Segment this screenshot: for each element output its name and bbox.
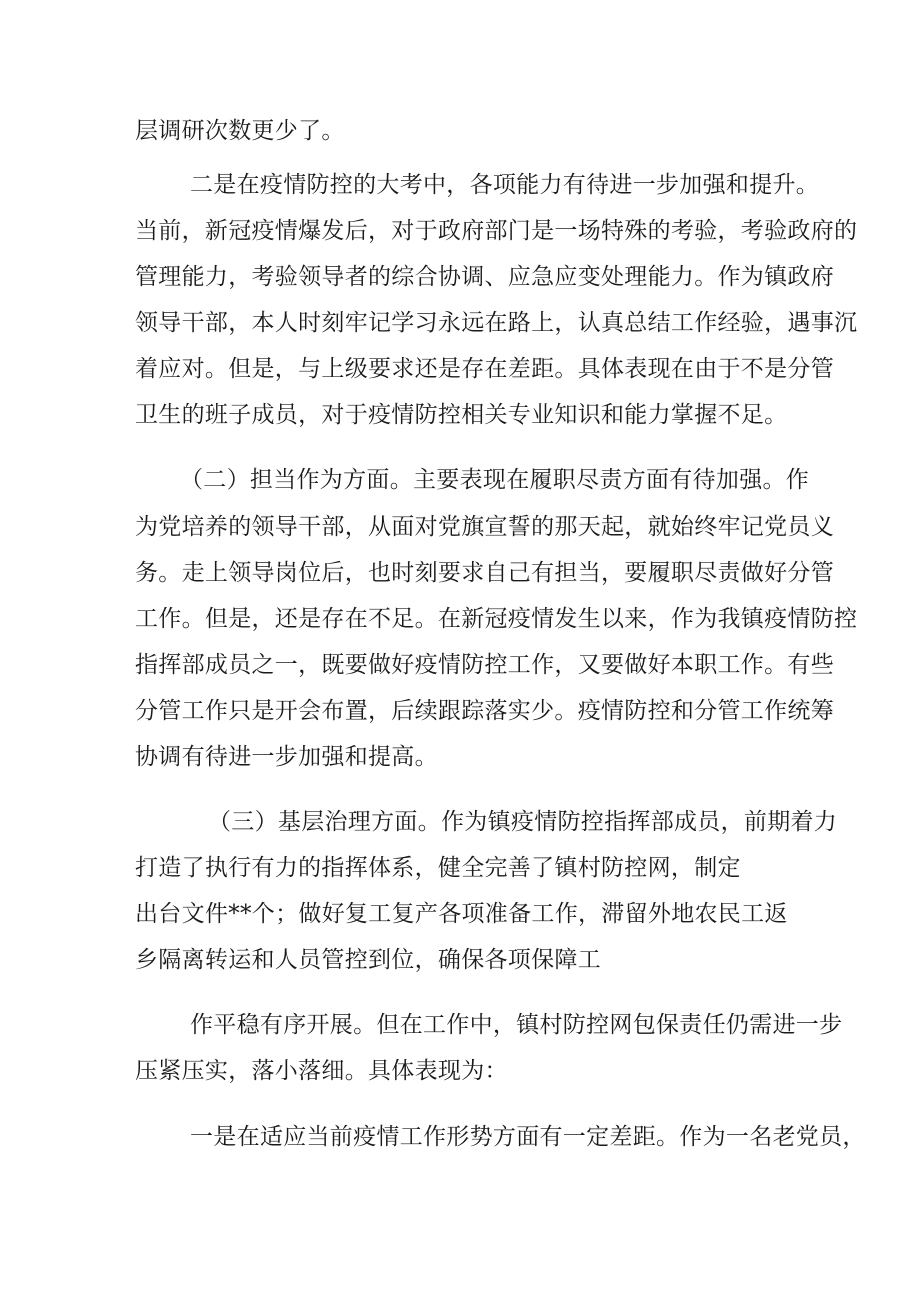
text-line: 领导干部，本人时刻牢记学习永远在路上，认真总结工作经验，遇事沉 xyxy=(135,310,858,336)
section-heading-line: （二）担当作为方面。主要表现在履职尽责方面有待加强。作 xyxy=(180,467,810,493)
text-line: 卫生的班子成员，对于疫情防控相关专业知识和能力掌握不足。 xyxy=(135,402,788,428)
paragraph-start-line: 二是在疫情防控的大考中，各项能力有待进一步加强和提升。 xyxy=(190,172,820,198)
text-line: 工作。但是，还是存在不足。在新冠疫情发生以来，作为我镇疫情防控 xyxy=(135,606,858,632)
paragraph-start-line: 作平稳有序开展。但在工作中，镇村防控网包保责任仍需进一步 xyxy=(190,1012,843,1038)
text-line: 着应对。但是，与上级要求还是存在差距。具体表现在由于不是分管 xyxy=(135,356,834,382)
text-line: 管理能力，考验领导者的综合协调、应急应变处理能力。作为镇政府 xyxy=(135,264,834,290)
section-heading-line: （三）基层治理方面。作为镇疫情防控指挥部成员，前期着力 xyxy=(208,809,838,835)
text-line: 打造了执行有力的指挥体系，健全完善了镇村防控网，制定 xyxy=(135,855,741,881)
text-line: 分管工作只是开会布置，后续跟踪落实少。疫情防控和分管工作统筹 xyxy=(135,698,834,724)
text-line: 乡隔离转运和人员管控到位，确保各项保障工 xyxy=(135,947,601,973)
text-line: 为党培养的领导干部，从面对党旗宣誓的那天起，就始终牢记党员义 xyxy=(135,514,834,540)
text-line: 协调有待进一步加强和提高。 xyxy=(135,744,438,770)
text-line: 层调研次数更少了。 xyxy=(135,118,345,144)
text-line: 压紧压实，落小落细。具体表现为： xyxy=(135,1058,508,1084)
text-line: 当前，新冠疫情爆发后，对于政府部门是一场特殊的考验，考验政府的 xyxy=(135,218,858,244)
paragraph-start-line: 一是在适应当前疫情工作形势方面有一定差距。作为一名老党员， xyxy=(190,1124,866,1150)
text-line: 出台文件**个；做好复工复产各项准备工作，滞留外地农民工返 xyxy=(135,901,788,927)
text-line: 务。走上领导岗位后，也时刻要求自己有担当，要履职尽责做好分管 xyxy=(135,560,834,586)
text-line: 指挥部成员之一，既要做好疫情防控工作，又要做好本职工作。有些 xyxy=(135,652,834,678)
